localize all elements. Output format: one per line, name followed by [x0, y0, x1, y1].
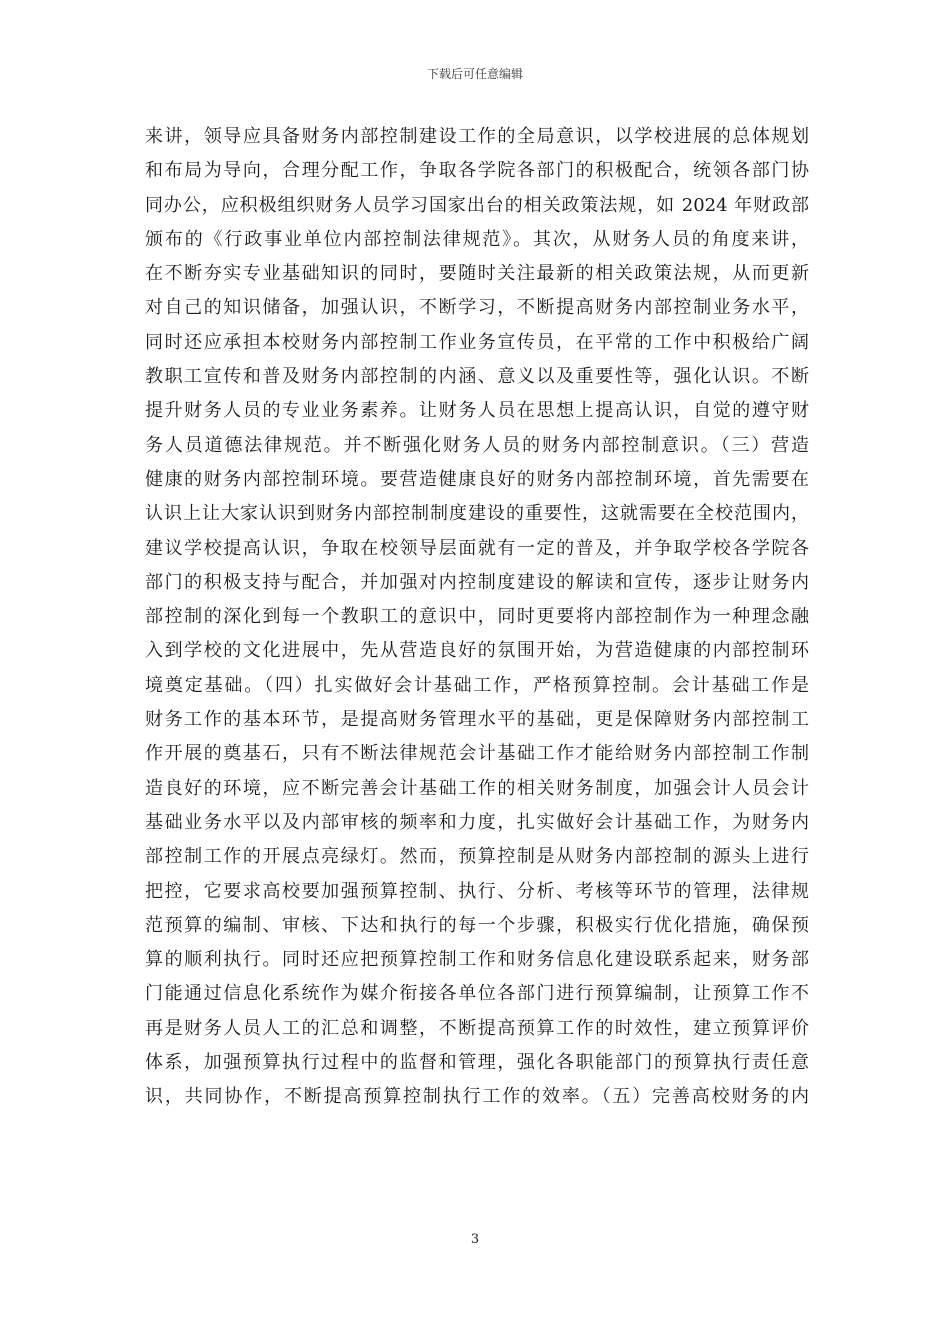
text-line: 财务工作的基本环节，是提高财务管理水平的基础，更是保障财务内部控制工: [145, 709, 809, 731]
text-line: 境奠定基础。（四）扎实做好会计基础工作，严格预算控制。会计基础工作是: [145, 674, 809, 696]
text-line: 健康的财务内部控制环境。要营造健康良好的财务内部控制环境，首先需要在: [145, 468, 809, 490]
text-line: 颁布的《行政事业单位内部控制法律规范》。其次，从财务人员的角度来讲，: [145, 228, 809, 250]
text-line: 造良好的环境，应不断完善会计基础工作的相关财务制度，加强会计人员会计: [145, 777, 809, 799]
text-line: 识，共同协作，不断提高预算控制执行工作的效率。（五）完善高校财务的内: [145, 1086, 809, 1108]
text-line: 基础业务水平以及内部审核的频率和力度，扎实做好会计基础工作，为财务内: [145, 811, 809, 833]
text-line: 把控，它要求高校要加强预算控制、执行、分析、考核等环节的管理，法律规: [145, 880, 809, 902]
text-line: 务人员道德法律规范。并不断强化财务人员的财务内部控制意识。（三）营造: [145, 434, 809, 456]
text-line: 认识上让大家认识到财务内部控制制度建设的重要性，这就需要在全校范围内，: [145, 503, 809, 525]
text-line: 对自己的知识储备，加强认识，不断学习，不断提高财务内部控制业务水平，: [145, 297, 809, 319]
text-line: 教职工宣传和普及财务内部控制的内涵、意义以及重要性等，强化认识。不断: [145, 366, 809, 388]
text-line: 部控制工作的开展点亮绿灯。然而，预算控制是从财务内部控制的源头上进行: [145, 846, 809, 868]
body-text: [145, 120, 809, 1115]
text-line: 建议学校提高认识，争取在校领导层面就有一定的普及，并争取学校各学院各: [145, 537, 809, 559]
text-line: 入到学校的文化进展中，先从营造良好的氛围开始，为营造健康的内部控制环: [145, 640, 809, 662]
text-line: 体系，加强预算执行过程中的监督和管理，强化各职能部门的预算执行责任意: [145, 1052, 809, 1074]
text-line: 部门的积极支持与配合，并加强对内控制度建设的解读和宣传，逐步让财务内: [145, 571, 809, 593]
text-line: 部控制的深化到每一个教职工的意识中，同时更要将内部控制作为一种理念融: [145, 606, 809, 628]
text-line: 和布局为导向，合理分配工作，争取各学院各部门的积极配合，统领各部门协: [145, 160, 809, 182]
text-line: 算的顺利执行。同时还应把预算控制工作和财务信息化建设联系起来，财务部: [145, 949, 809, 971]
text-line: 在不断夯实专业基础知识的同时，要随时关注最新的相关政策法规，从而更新: [145, 263, 809, 285]
text-line: 来讲，领导应具备财务内部控制建设工作的全局意识，以学校进展的总体规划: [145, 126, 809, 147]
text-line: 同时还应承担本校财务内部控制工作业务宣传员，在平常的工作中积极给广阔: [145, 331, 809, 353]
text-line: 同办公，应积极组织财务人员学习国家出台的相关政策法规，如 2024 年财政部: [145, 194, 809, 216]
page-number: 3: [470, 1232, 480, 1247]
text-line: 提升财务人员的专业业务素养。让财务人员在思想上提高认识，自觉的遵守财: [145, 400, 809, 422]
page-header: 下载后可任意编辑: [426, 67, 523, 81]
text-line: 门能通过信息化系统作为媒介衔接各单位各部门进行预算编制，让预算工作不: [145, 983, 809, 1005]
text-line: 范预算的编制、审核、下达和执行的每一个步骤，积极实行优化措施，确保预: [145, 914, 809, 936]
text-line: 作开展的奠基石，只有不断法律规范会计基础工作才能给财务内部控制工作制: [145, 743, 809, 765]
text-line: 再是财务人员人工的汇总和调整，不断提高预算工作的时效性，建立预算评价: [145, 1017, 809, 1039]
